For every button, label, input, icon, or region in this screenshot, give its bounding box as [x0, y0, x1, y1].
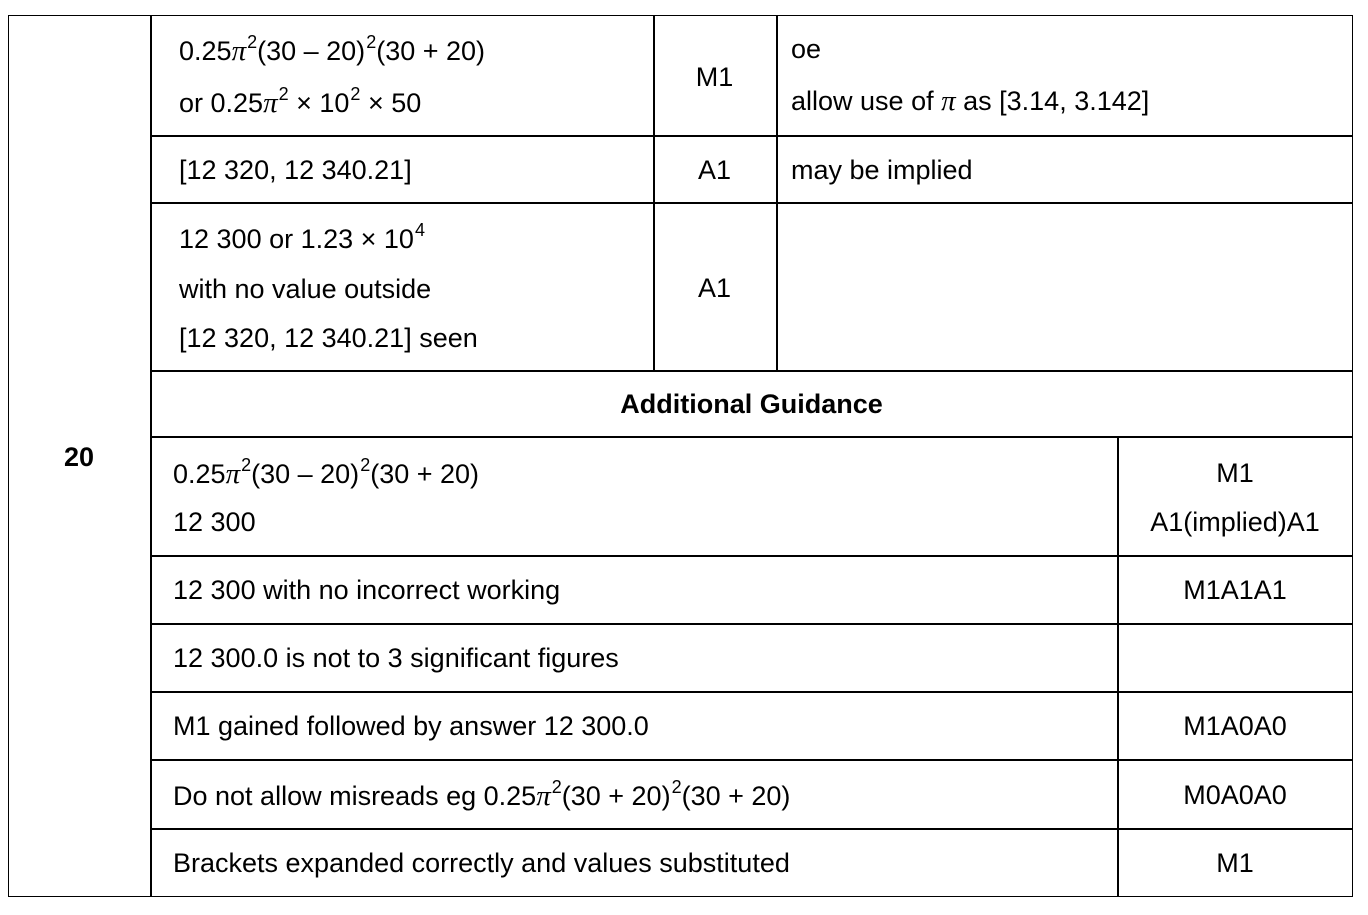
row-divider	[150, 828, 1353, 830]
guidance-mark: M1A0A0	[1183, 711, 1287, 741]
comment-text: may be implied	[791, 155, 973, 185]
guidance-text: 12 300 with no incorrect working	[173, 575, 561, 605]
answer-line: or $0.25\pi^2 \times 10^2 \times 50$	[179, 84, 422, 119]
mark-scheme-table	[8, 15, 1353, 897]
row-divider	[150, 759, 1353, 761]
row-divider	[150, 623, 1353, 625]
guidance-mark: M0A0A0	[1183, 780, 1287, 810]
mark-value: A1	[697, 273, 732, 303]
guidance-text: Brackets expanded correctly and values substituted	[173, 848, 790, 878]
mark-value: M1	[695, 62, 734, 92]
guidance-mark: M1	[1216, 458, 1254, 488]
column-divider	[150, 15, 152, 897]
answer-line: with no value outside	[179, 274, 432, 304]
row-divider	[150, 370, 1353, 372]
answer-text: [12 320, 12 340.21]	[179, 155, 412, 185]
guidance-line: Do not allow misreads eg $0.25\pi^2(30 + 20)^2(30 + 20)$	[173, 777, 791, 812]
mark-value: A1	[697, 155, 732, 185]
guidance-mark: A1(implied)A1	[1150, 507, 1320, 537]
guidance-mark: M1A1A1	[1183, 575, 1287, 605]
row-divider	[150, 555, 1353, 557]
row-divider	[150, 202, 1353, 204]
guidance-mark: M1	[1216, 848, 1254, 878]
answer-line: [12 320, 12 340.21] seen	[179, 323, 478, 353]
answer-line: $0.25\pi^2(30 - 20)^2(30 + 20)$	[179, 32, 486, 67]
comment-line: oe	[791, 34, 822, 64]
question-number: 20	[63, 442, 95, 472]
row-divider	[150, 436, 1353, 438]
guidance-line: 12 300	[173, 507, 256, 537]
comment-line: allow use of π as [3.14, 3.142]	[791, 85, 1150, 117]
guidance-text: 12 300.0 is not to 3 significant figures	[173, 643, 619, 673]
column-divider	[776, 15, 778, 370]
guidance-line: $0.25\pi^2(30 - 20)^2(30 + 20)$	[173, 455, 480, 490]
answer-line: 12 300 or $1.23 \times 10^4$	[179, 220, 425, 254]
guidance-heading: Additional Guidance	[620, 389, 883, 419]
row-divider	[150, 135, 1353, 137]
guidance-text: M1 gained followed by answer 12 300.0	[173, 711, 649, 741]
row-divider	[150, 691, 1353, 693]
